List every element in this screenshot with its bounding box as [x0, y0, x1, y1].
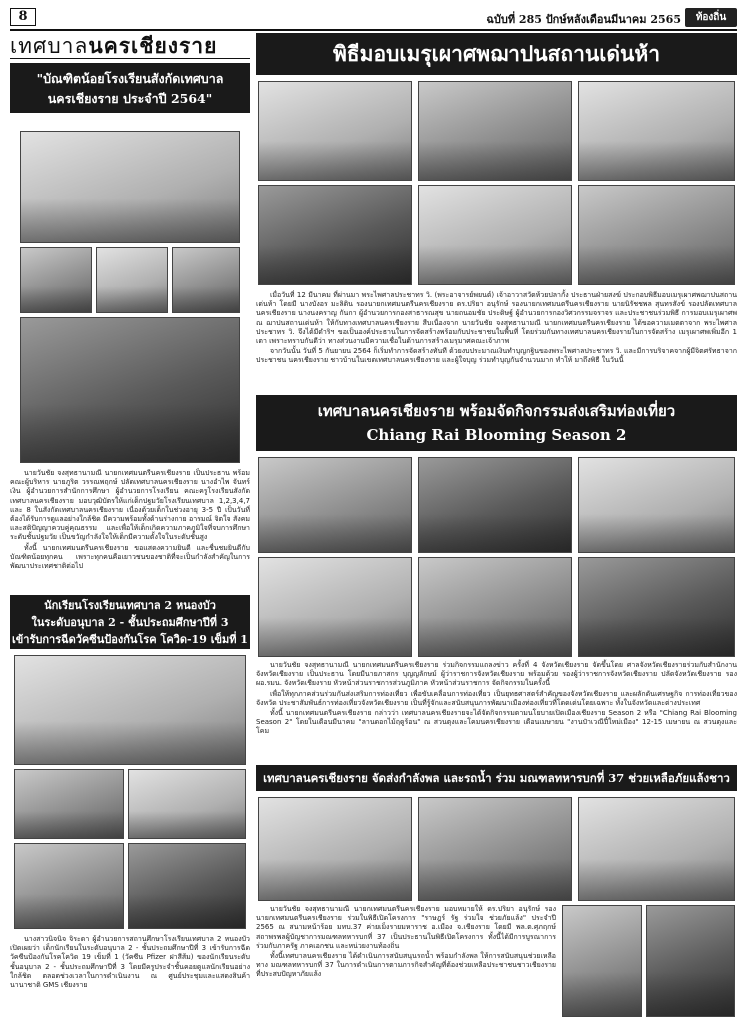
tourism-photo-1	[258, 457, 412, 553]
section-name-bold: นครเชียงราย	[88, 33, 218, 58]
cremation-story-body	[256, 291, 737, 366]
drought-photo-3	[578, 797, 735, 901]
graduation-group-photo	[20, 131, 240, 243]
story1-title-line2: นครเชียงราย ประจำปี 2564"	[47, 91, 213, 106]
story2-body	[10, 935, 250, 990]
header-divider	[10, 29, 737, 31]
page-header	[10, 8, 737, 28]
tourism-title-line1: เทศบาลนครเชียงราย พร้อมจัดกิจกรรมส่งเสริมท่องเที่ยว	[317, 402, 676, 420]
story2-title	[10, 595, 250, 649]
story2-title-line2: ในระดับอนุบาล 2 - ชั้นประถมศึกษาปีที่ 3	[31, 616, 229, 629]
tourism-story-body	[256, 661, 737, 737]
cremation-paragraph-1: เมื่อวันที่ 12 มีนาคม ที่ผ่านมา พระไพศาลประชาทร วิ. (พระอาจารย์พยนต์) เจ้าอาวาสวัดห้วยปลากั้ง ประธานฝ่ายสงฆ์ ประกอบพิธีมอบเมรุเผาศพฌาปนสถานเด่นห้า โดยมี นางบังอร มะลิติน รองนายกเทศมนตรีนครเชียงราย ดร.ปริยา อนุรักษ์ รองนายกเทศมนตรีนครเชียงราย นายนิรัชชพล สุนทรสังข์ รองปลัดเทศบาลนครเชียงราย นางนงคราญ กันกา ผู้อำนวยการกองสาธารณสุข นายถนอมชัย ประดิษฐ์ ผู้อำนวยการกองวิศวกรรมจราจร และประชาชนร่วมพิธี การมอบเมรุเผาศพ ณ ฌาปนสถานเด่นห้า ให้กับทางเทศบาลนครเชียงราย สืบเนื่องจาก นายวันชัย จงสุทธานามณี นายกเทศมนตรีนครเชียงราย ได้ขอความเมตตาจาก พระไพศาลประชาทร วิ. จึงได้มีดำริฯ ขอเป็นองค์ประธานในการจัดสร้างพร้อมกับประชาชนในพื้นที่ โดยร่วมกันทางเทศบาลนครเชียงรายในการจัดสร้าง เมรุเผาศพเพิ่มอีก 1 เตา เพราะทราบกันดีว่า ทางส่วนงานมีความเชื่อในด้านการสร้างเมรุมาศคณะเจ้าภาพ	[256, 291, 737, 346]
issue-line: ฉบับที่ 285 ปักษ์หลังเดือนมีนาคม 2565	[486, 13, 681, 26]
drought-story-body	[256, 905, 556, 980]
vaccine-photo-5	[128, 843, 246, 929]
story2-title-line1: นักเรียนโรงเรียนเทศบาล 2 หนองบัว	[44, 599, 216, 612]
graduation-photo-4	[172, 247, 240, 313]
tourism-paragraph-1: นายวันชัย จงสุทธานามณี นายกเทศมนตรีนครเชียงราย ร่วมกิจกรรมแถลงข่าว ครั้งที่ 4 จังหวัดเชียงราย จัดขึ้นโดย ศาลจังหวัดเชียงรายร่วมกับสำนักงานจังหวัดเชียงราย เป็นประธาน โดยมีนายภาสกร บุญญลักษม์ ผู้ว่าราชการจังหวัดเชียงราย พร้อมด้วย รองผู้ว่าราชการจังหวัดเชียงราย ปลัดจังหวัดเชียงราย รอง ผอ.รมน. จังหวัดเชียงราย หัวหน้าส่วนราชการส่วนภูมิภาค หัวหน้าส่วนราชการ จัดกิจกรรมในครั้งนี้	[256, 661, 737, 688]
drought-photo-2	[418, 797, 572, 901]
cremation-photo-1	[258, 81, 412, 181]
tourism-photo-6	[578, 557, 735, 657]
drought-story-title: เทศบาลนครเชียงราย จัดส่งกำลังพล และรถน้ำ ร่วม มณฑลทหารบกที่ 37 ช่วยเหลือภัยแล้งชาว	[256, 765, 737, 791]
story1-paragraph-1: นายวันชัย จงสุทธานามณี นายกเทศมนตรีนครเชียงราย เป็นประธาน พร้อมคณะผู้บริหาร นายภูริต วรรณพฤกษ์ ปลัดเทศบาลนครเชียงราย นางอำไพ จันทร์เงิน ผู้อำนวยการสำนักการศึกษา ผู้อำนวยการโรงเรียน คณะครูโรงเรียนสังกัดเทศบาลนครเชียงราย มอบวุฒิบัตรให้แก่เด็กปฐมวัยโรงเรียนเทศบาล 1,2,3,4,7 และ 8 ในสังกัดเทศบาลนครเชียงราย เนื่องด้วยเด็กในช่วงอายุ 3-5 ปี เป็นวันที่ต้องได้รับการดูแลอย่างใกล้ชิด มีความพร้อมทั้งด้านร่างกาย อารมณ์ จิตใจ สังคม และสติปัญญาควบคู่คุณธรรม และเพื่อให้เด็กเกิดความภาคภูมิใจที่จบการศึกษาระดับชั้นปฐมวัย เป็นขวัญกำลังใจให้เด็กมีความตั้งใจในระดับชั้นสูง	[10, 469, 250, 542]
vaccine-students-photo	[14, 655, 246, 765]
vaccine-photo-2	[14, 769, 124, 839]
story1-title	[10, 63, 250, 113]
tourism-paragraph-2: เพื่อให้ทุกภาคส่วนร่วมกันส่งเสริมการท่องเที่ยว เพื่อขับเคลื่อนการท่องเที่ยว เป็นยุทธศาสตร์สำคัญของจังหวัดเชียงราย และผลักดันเศรษฐกิจ การท่องเที่ยวของจังหวัด ประชาสัมพันธ์การท่องเที่ยวจังหวัดเชียงราย เป็นที่รู้จักและสนับสนุนการพัฒนาเมืองท่องเที่ยวที่โดดเด่นโดยเฉพาะ ทั้งในจังหวัดและต่างประเทศ	[256, 689, 737, 707]
tourism-photo-2	[418, 457, 572, 553]
cremation-photo-5	[418, 185, 572, 285]
page-number: 8	[10, 8, 36, 26]
section-name	[10, 33, 250, 59]
tourism-story-title	[256, 395, 737, 451]
section-name-light: เทศบาล	[10, 34, 89, 58]
cremation-photo-3	[578, 81, 735, 181]
vaccine-photo-3	[128, 769, 246, 839]
drought-paragraph-2: ทั้งนี้เทศบาลนครเชียงราย ได้ดำเนินการสนับสนุนรถน้ำ พร้อมกำลังพล ให้การสนับสนุนช่วยเหลือ ทาง มณฑลทหารบกที่ 37 ในการดำเนินการตามภารกิจสำคัญที่ต้องช่วยเหลือประชาชนชาวเชียงราย ที่ประสบปัญหาภัยแล้ง	[256, 952, 556, 979]
vaccine-photo-4	[14, 843, 124, 929]
story2-title-line3: เข้ารับการฉีดวัคซีนป้องกันโรค โควิด-19 เข็มที่ 1	[12, 633, 248, 646]
cremation-paragraph-2: จากวันนั้น วันที่ 5 กันยายน 2564 ก็เริ่มทำการจัดสร้างทันที ด้วยงบประมาณเงินทำบุญกฐินของพระไพศาลประชาทร วิ. และมีการบริจาคจากผู้มีจิตศรัทธาจากประชาชน นครเชียงราย ชาวบ้านในเขตเทศบาลนครเชียงราย และผู้ใจบุญ ร่วมทำบุญกันจำนวนมาก ทำให้ มาถึงพิธี ในวันนี้	[256, 347, 737, 365]
tourism-photo-4	[258, 557, 412, 657]
tourism-paragraph-3: ทั้งนี้ นายกเทศมนตรีนครเชียงราย กล่าวว่า เทศบาลนครเชียงรายจะได้จัดกิจกรรมตามนโยบายเปิดเมืองเชียงราย Season 2 หรือ "Chiang Rai Blooming Season 2" โดยในเดือนมีนาคม "ลานดอกไม้ฤดูร้อน" ณ สวนตุงและโคมนครเชียงราย เดือนเมษายน "งานป๋าเวณีปี๋ใหม่เมือง" 12-15 เมษายน ณ สวนตุงและโคม	[256, 709, 737, 736]
cremation-photo-2	[418, 81, 572, 181]
drought-photo-5	[646, 905, 735, 1017]
left-column	[10, 33, 250, 990]
graduation-photo-2	[20, 247, 92, 313]
cremation-story-title: พิธีมอบเมรุเผาศพฌาปนสถานเด่นห้า	[256, 33, 737, 75]
story1-title-line1: "บัณฑิตน้อยโรงเรียนสังกัดเทศบาล	[36, 71, 224, 86]
cremation-photo-4	[258, 185, 412, 285]
tourism-photo-3	[578, 457, 735, 553]
drought-photo-1	[258, 797, 412, 901]
graduation-photo-3	[96, 247, 168, 313]
newspaper-logo: ท้องถิ่น	[685, 8, 737, 27]
drought-paragraph-1: นายวันชัย จงสุทธานามณี นายกเทศมนตรีนครเชียงราย มอบหมายให้ ดร.ปริยา อนุรักษ์ รองนายกเทศมนตรีนครเชียงราย ร่วมในพิธีเปิดโครงการ "ราษฎร์ รัฐ ร่วมใจ ช่วยภัยแล้ง" ประจำปี 2565 ณ สนามหน้าร้อย มทบ.37 ค่ายเม็งรายมหาราช อ.เมือง จ.เชียงราย โดยมี พล.ต.ศุภฤกษ์ สถาพรพลผู้บัญชาการมณฑลทหารบกที่ 37 เป็นประธานในพิธีเปิดโครงการ ทั้งนี้ได้มีการบูรณาการ ร่วมกับภาครัฐ ภาคเอกชน และหน่วยงานท้องถิ่น	[256, 905, 556, 950]
cremation-photo-6	[578, 185, 735, 285]
tourism-title-line2: Chiang Rai Blooming Season 2	[366, 426, 627, 444]
story1-body	[10, 469, 250, 571]
tourism-photo-5	[418, 557, 572, 657]
story2-paragraph-1: นางสาวนิจนิจ จิระดา ผู้อำนวยการสถานศึกษาโรงเรียนเทศบาล 2 หนองบัว เปิดเผยว่า เด็กนักเรียนในระดับอนุบาล 2 - ชั้นประถมศึกษาปีที่ 3 เข้ารับการฉีดวัคซีนป้องกันโรคโควิด 19 เข็มที่ 1 (วัคซีน Pfizer ฝาสีส้ม) ของนักเรียนระดับชั้นอนุบาล 2 - ชั้นประถมศึกษาปีที่ 3 โดยมีครูประจำชั้นคอยดูแลนักเรียนอย่างใกล้ชิด ตลอดช่วงเวลาในการดำเนินงาน ณ ศูนย์ประชุมและแสดงสินค้านานาชาติ GMS เชียงราย	[10, 935, 250, 990]
drought-photo-4	[562, 905, 642, 1017]
story1-paragraph-2: ทั้งนี้ นายกเทศมนตรีนครเชียงราย ขอแสดงความยินดี และชื่นชมยินดีกับบัณฑิตน้อยทุกคน เพราะทุกคนคือเยาวชนของชาติที่จะเป็นกำลังสำคัญในการพัฒนาประเทศชาติต่อไป	[10, 543, 250, 571]
graduation-ceremony-photo	[20, 317, 240, 463]
